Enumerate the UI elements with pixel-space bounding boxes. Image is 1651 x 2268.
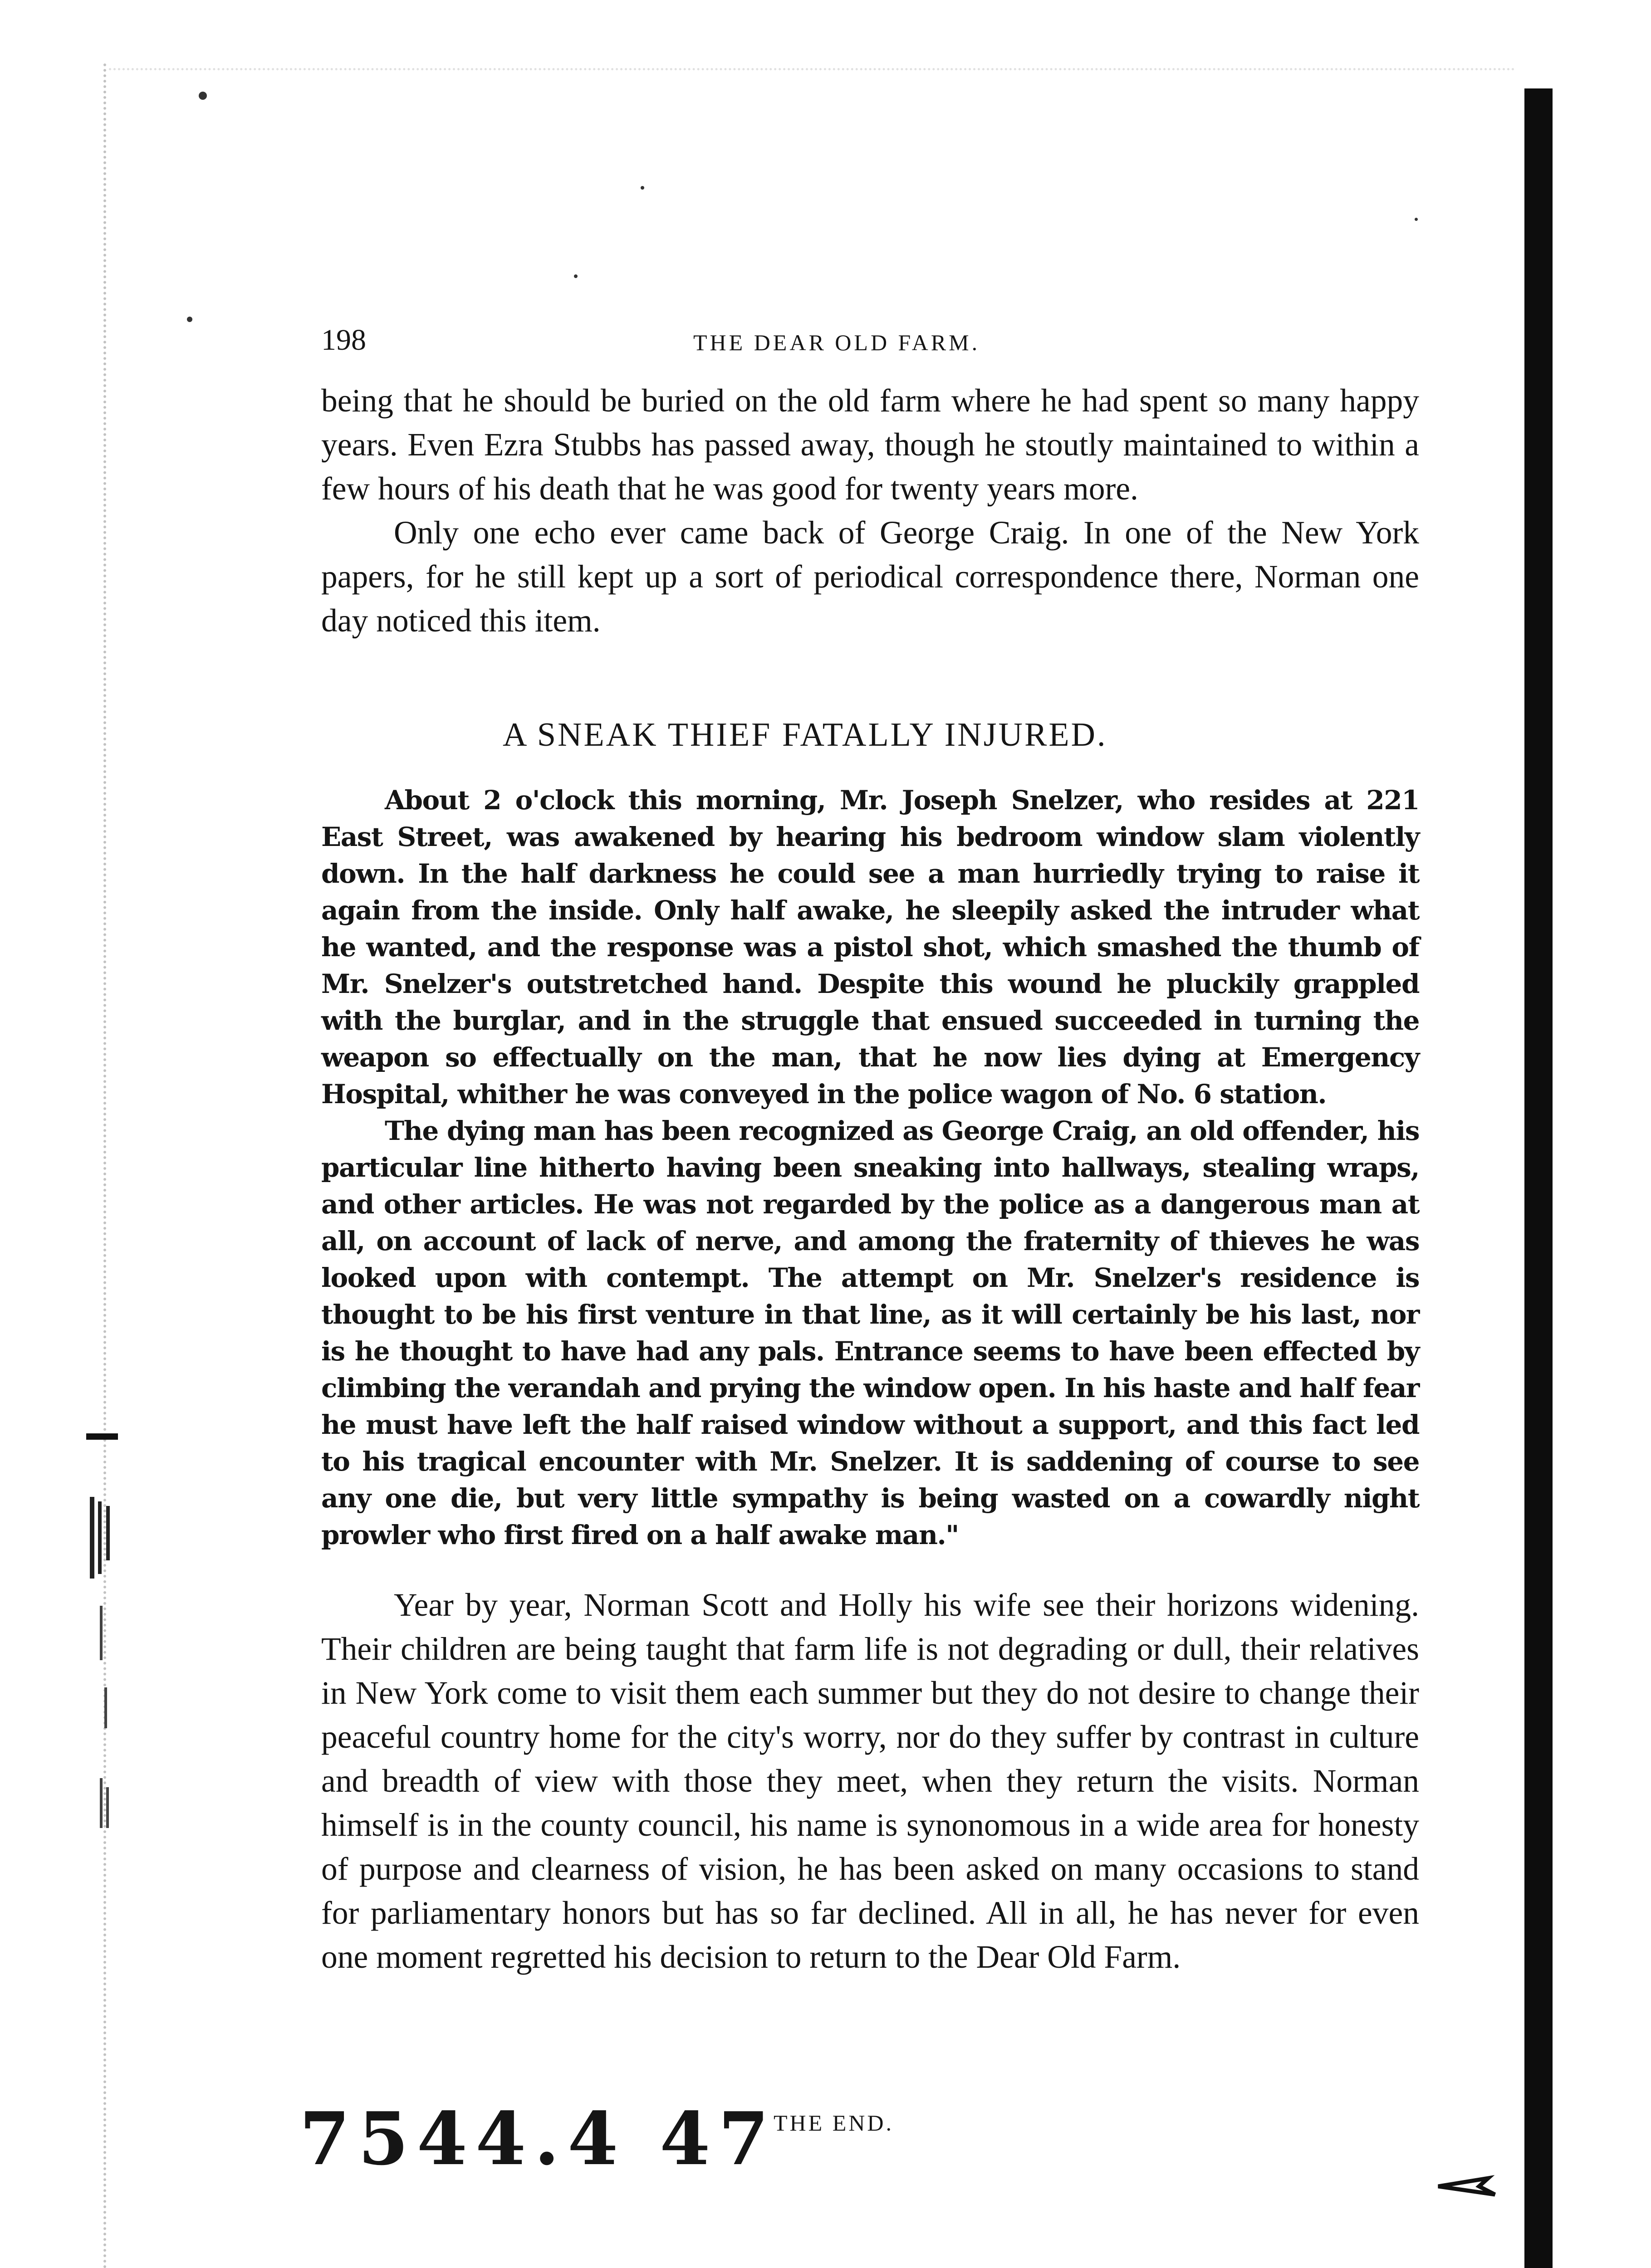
- news-heading: A SNEAK THIEF FATALLY INJURED.: [503, 716, 1107, 753]
- scan-top-edge: [109, 68, 1515, 70]
- news-paragraph-1: About 2 o'clock this morning, Mr. Joseph Snelzer, who resides at 221 East Street, was awakened by hearing his bedroom window slam violently down. In the half darkness he could see a man hurriedly trying to raise it again from the inside. Only half awake, he sleepily asked the intruder what he wanted, and the response was a pistol shot, which smashed the thumb of Mr. Snelzer's outstretched hand. Despite this wound he pluckily grappled with the burglar, and in the struggle that ensued succeeded in turning the weapon so effectually on the man, that he now lies dying at Emergency Hospital, whither he was conveyed in the police wagon of No. 6 station.: [321, 785, 1419, 1110]
- closing-text: [321, 1583, 1419, 1979]
- echo-paragraph: Only one echo ever came back of George Craig. In one of the New York papers, for he still kept up a sort of periodical correspondence there, Norman one day noticed this item.: [321, 515, 1419, 639]
- scan-left-edge: [103, 64, 106, 2268]
- scan-speck: [1415, 218, 1418, 221]
- opening-paragraph: being that he should be buried on the old farm where he had spent so many happy years. Even Ezra Stubbs has passed away, though he stoutly maintained to within a few hours of his death that he was good for twenty years more.: [321, 383, 1419, 507]
- page-number: 198: [321, 323, 366, 357]
- page-header: [321, 320, 1510, 370]
- running-title: THE DEAR OLD FARM.: [693, 330, 980, 355]
- scan-corner-mark: [1434, 2173, 1502, 2200]
- scan-speck: [187, 317, 192, 322]
- library-catalog-number: 7544.4 47: [299, 2096, 777, 2181]
- opening-text: [321, 379, 1419, 643]
- scan-speck: [199, 92, 207, 100]
- news-item: [321, 782, 1419, 1554]
- closing-paragraph: Year by year, Norman Scott and Holly his wife see their horizons widening. Their children are being taught that farm life is not degrading or dull, their relatives in New York come to visit them each summer but they do not desire to change their peaceful country home for the city's worry, nor do they suffer by contrast in culture and breadth of view with those they meet, when they return the visits. Norman himself is in the county council, his name is synonomous in a wide area for honesty of purpose and clearness of vision, he has been asked on many occasions to stand for parliamentary honors but has so far declined. All in all, he has never for even one moment regretted his decision to return to the Dear Old Farm.: [321, 1587, 1419, 1975]
- news-paragraph-2: The dying man has been recognized as George Craig, an old offender, his particular line hitherto having been sneaking into hallways, stealing wraps, and other articles. He was not regarded by the police as a dangerous man at all, on account of lack of nerve, and among the fraternity of thieves he was looked upon with contempt. The attempt on Mr. Snelzer's residence is thought to be his first venture in that line, as it will certainly be his last, nor is he thought to have had any pals. Entrance seems to have been effected by climbing the verandah and prying the window open. In his haste and half fear he must have left the half raised window without a support, and this fact led to his tragical encounter with Mr. Snelzer. It is saddening of course to see any one die, but very little sympathy is being wasted on a cowardly night prowler who first fired on a half awake man.": [321, 1115, 1419, 1550]
- scan-margin-marks: [68, 1433, 118, 1887]
- the-end-label: THE END.: [774, 2110, 894, 2136]
- scan-speck: [574, 274, 578, 278]
- scan-speck: [641, 186, 644, 190]
- scan-binding-bar: [1524, 88, 1553, 2268]
